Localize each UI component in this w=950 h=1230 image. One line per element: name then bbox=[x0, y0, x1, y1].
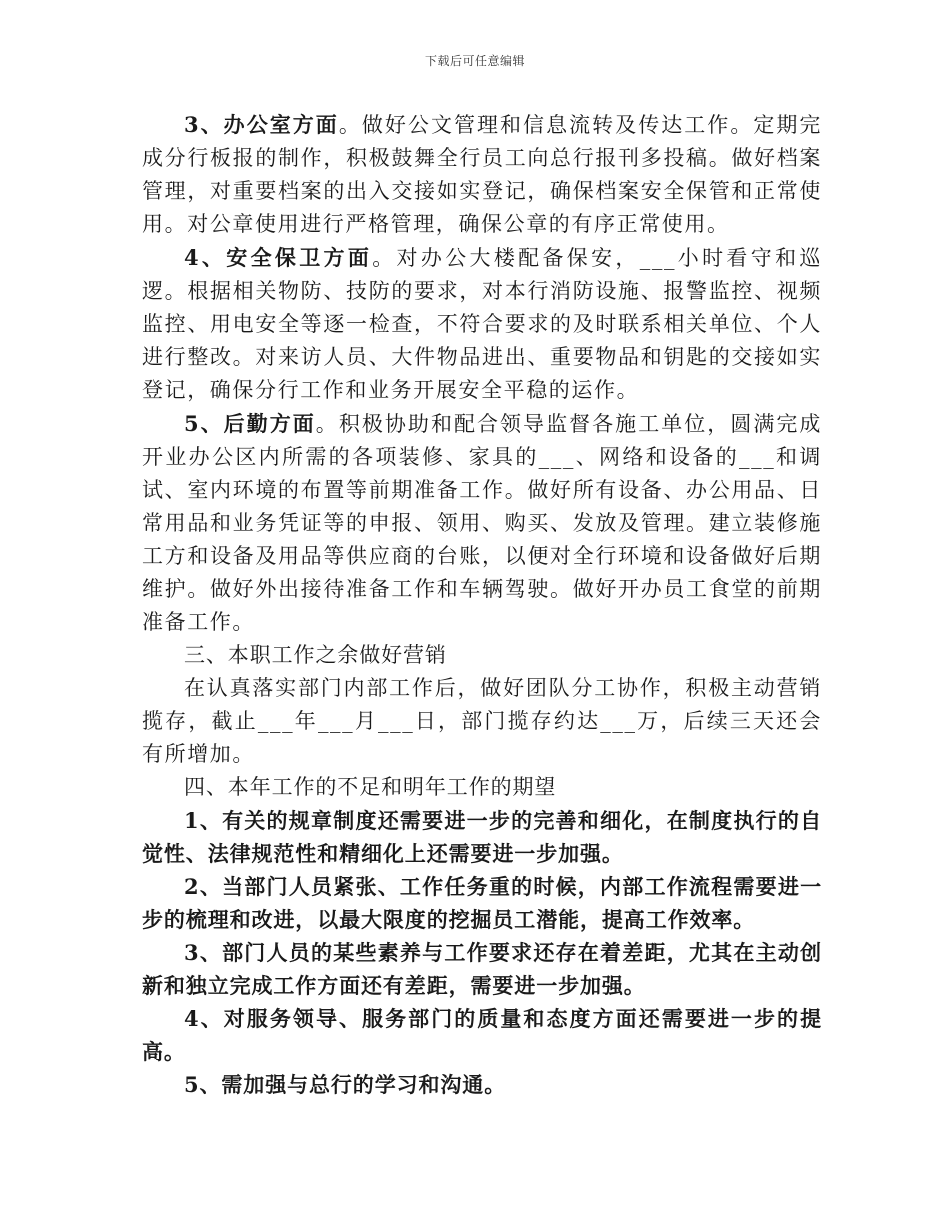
paragraph-office bbox=[142, 108, 822, 241]
section-heading-shortcomings: 四、本年工作的不足和明年工作的期望 bbox=[184, 775, 557, 799]
list-item: 4、对服务领导、服务部门的质量和态度方面还需要进一步的提高。 bbox=[142, 1006, 822, 1064]
page-header-note: 下载后可任意编辑 bbox=[424, 54, 525, 68]
list-item: 3、部门人员的某些素养与工作要求还存在着差距，尤其在主动创新和独立完成工作方面还有差距，需要进一步加强。 bbox=[142, 940, 822, 998]
paragraph-lead: 5、后勤方面 bbox=[184, 411, 316, 436]
list-item: 5、需加强与总行的学习和沟通。 bbox=[184, 1072, 507, 1097]
list-item: 1、有关的规章制度还需要进一步的完善和细化，在制度执行的自觉性、法律规范性和精细化上还需要进一步加强。 bbox=[142, 808, 822, 866]
paragraph-lead: 4、安全保卫方面 bbox=[184, 245, 373, 270]
paragraph-text: 。积极协助和配合领导监督各施工单位，圆满完成开业办公区内所需的各项装修、家具的___、网络和设备的___和调试、室内环境的布置等前期准备工作。做好所有设备、办公用品、日常用品和业务凭证等的申报、领用、购买、发放及管理。建立装修施工方和设备及用品等供应商的台账，以便对全行环境和设备做好后期维护。做好外出接待准备工作和车辆驾驶。做好开办员工食堂的前期准备工作。 bbox=[142, 412, 822, 634]
paragraph-lead: 3、办公室方面 bbox=[184, 112, 339, 137]
list-item: 2、当部门人员紧张、工作任务重的时候，内部工作流程需要进一步的梳理和改进，以最大限度的挖掘员工潜能，提高工作效率。 bbox=[142, 874, 822, 932]
section-heading-marketing: 三、本职工作之余做好营销 bbox=[184, 643, 447, 667]
paragraph-security bbox=[142, 241, 822, 407]
paragraph-text: 。对办公大楼配备保安，___小时看守和巡逻。根据相关物防、技防的要求，对本行消防设施、报警监控、视频监控、用电安全等逐一检查，不符合要求的及时联系相关单位、个人进行整改。对来访人员、大件物品进出、重要物品和钥匙的交接如实登记，确保分行工作和业务开展安全平稳的运作。 bbox=[142, 246, 822, 402]
paragraph-text: 。做好公文管理和信息流转及传达工作。定期完成分行板报的制作，积极鼓舞全行员工向总行报刊多投稿。做好档案管理，对重要档案的出入交接如实登记，确保档案安全保管和正常使用。对公章使用进行严格管理，确保公章的有序正常使用。 bbox=[142, 113, 823, 236]
paragraph-logistics bbox=[142, 407, 822, 639]
paragraph-marketing: 在认真落实部门内部工作后，做好团队分工协作，积极主动营销揽存，截止___年___月___日，部门揽存约达___万，后续三天还会有所增加。 bbox=[142, 676, 822, 766]
document-body bbox=[142, 108, 822, 1101]
